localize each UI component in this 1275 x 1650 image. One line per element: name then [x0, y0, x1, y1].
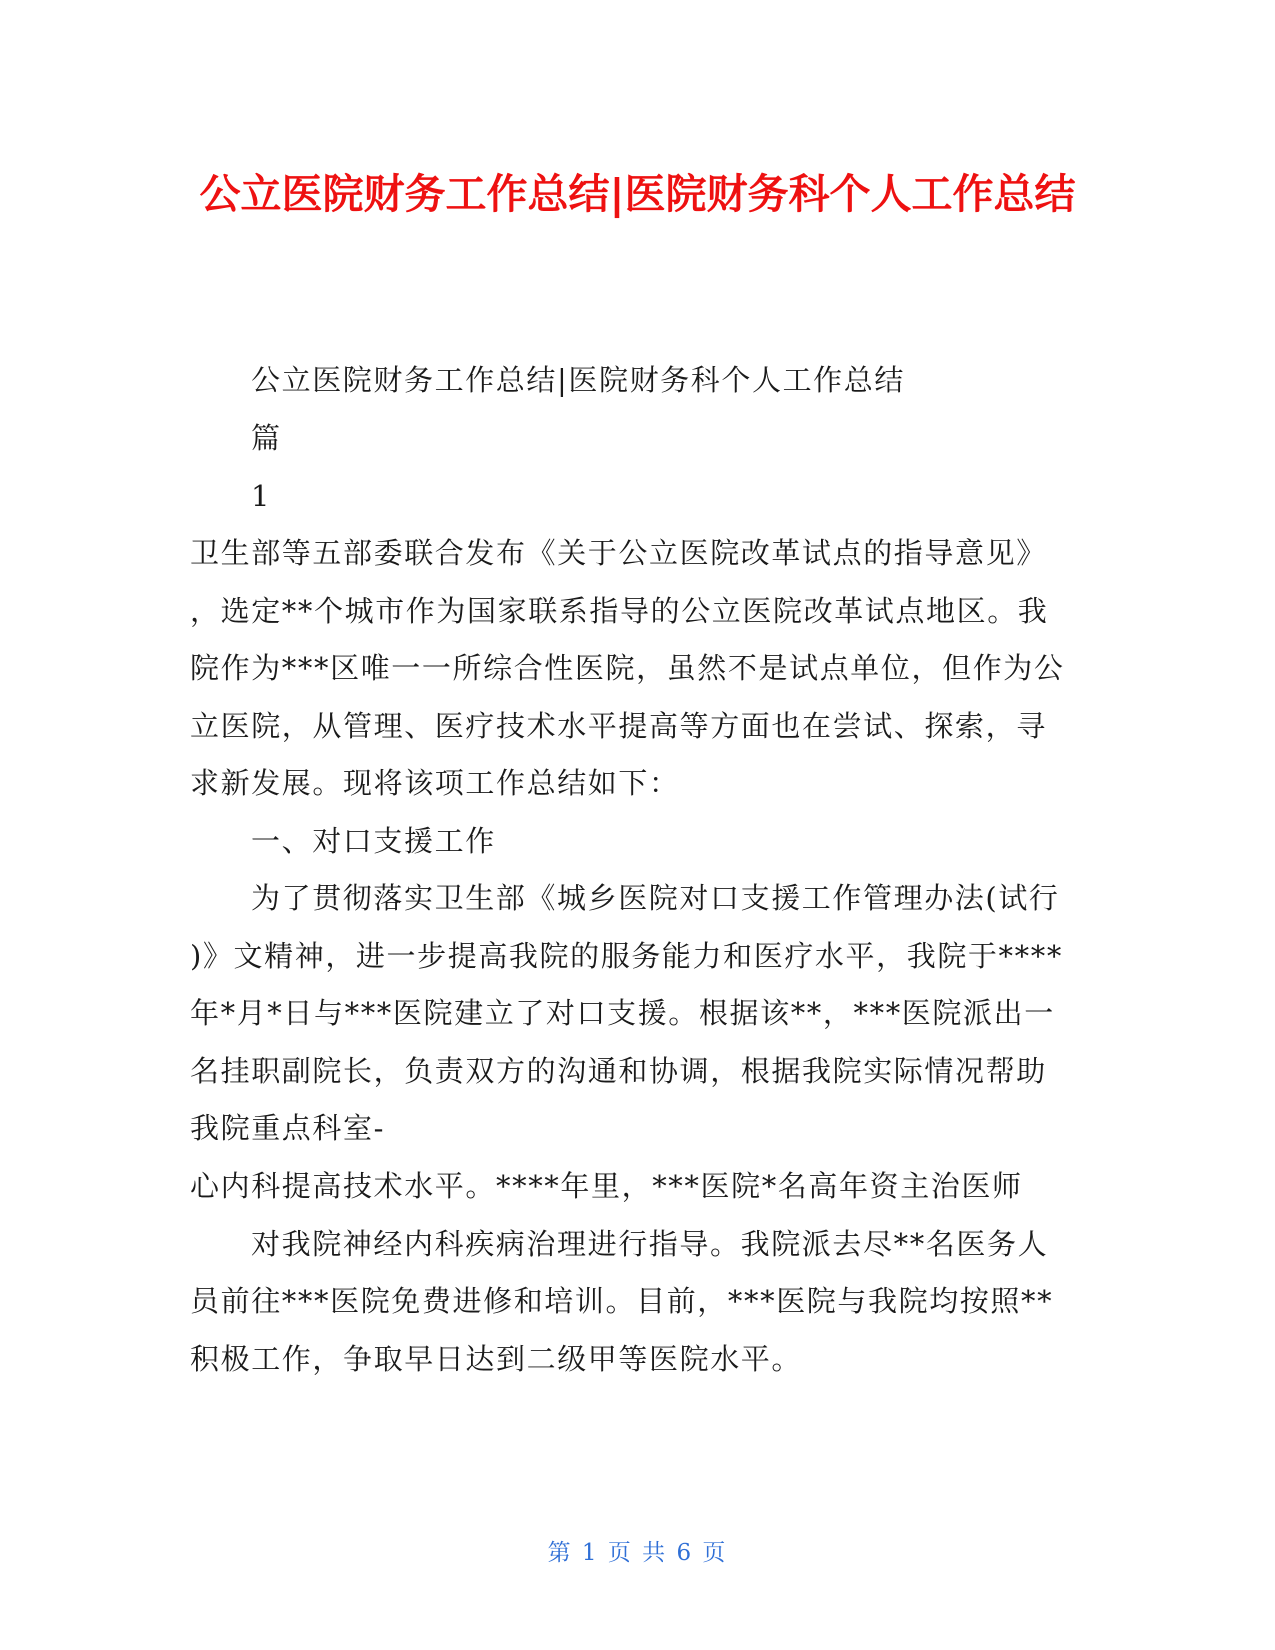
body-line: 年*月*日与***医院建立了对口支援。根据该**，***医院派出一	[190, 996, 1055, 1030]
body-line: 求新发展。现将该项工作总结如下：	[190, 766, 680, 800]
body-line: 积极工作，争取早日达到二级甲等医院水平。	[190, 1342, 803, 1376]
body-line: ，选定**个城市作为国家联系指导的公立医院改革试点地区。我	[190, 594, 1049, 628]
body-line: 立医院，从管理、医疗技术水平提高等方面也在尝试、探索，寻	[190, 709, 1047, 743]
section-heading: 一、对口支援工作	[251, 824, 496, 858]
body-line: 我院重点科室-	[190, 1111, 385, 1145]
body-line: 卫生部等五部委联合发布《关于公立医院改革试点的指导意见》	[190, 536, 1047, 570]
section-number-line: 1	[251, 479, 272, 513]
body-line: 为了贯彻落实卫生部《城乡医院对口支援工作管理办法(试行	[251, 881, 1060, 915]
body-line: 名挂职副院长，负责双方的沟通和协调，根据我院实际情况帮助	[190, 1054, 1047, 1088]
body-line: 对我院神经内科疾病治理进行指导。我院派去尽**名医务人	[251, 1227, 1049, 1261]
subtitle-line: 公立医院财务工作总结|医院财务科个人工作总结	[251, 363, 905, 397]
body-line: 院作为***区唯一一所综合性医院，虽然不是试点单位，但作为公	[190, 651, 1065, 685]
page-number-footer: 第 1 页 共 6 页	[547, 1540, 728, 1566]
section-label-line: 篇	[251, 421, 282, 455]
document-title: 公立医院财务工作总结|医院财务科个人工作总结	[199, 170, 1076, 218]
body-line: 员前往***医院免费进修和培训。目前，***医院与我院均按照**	[190, 1284, 1054, 1318]
body-line: )》文精神，进一步提高我院的服务能力和医疗水平，我院于****	[190, 939, 1063, 973]
body-line: 心内科提高技术水平。****年里，***医院*名高年资主治医师	[190, 1169, 1023, 1203]
